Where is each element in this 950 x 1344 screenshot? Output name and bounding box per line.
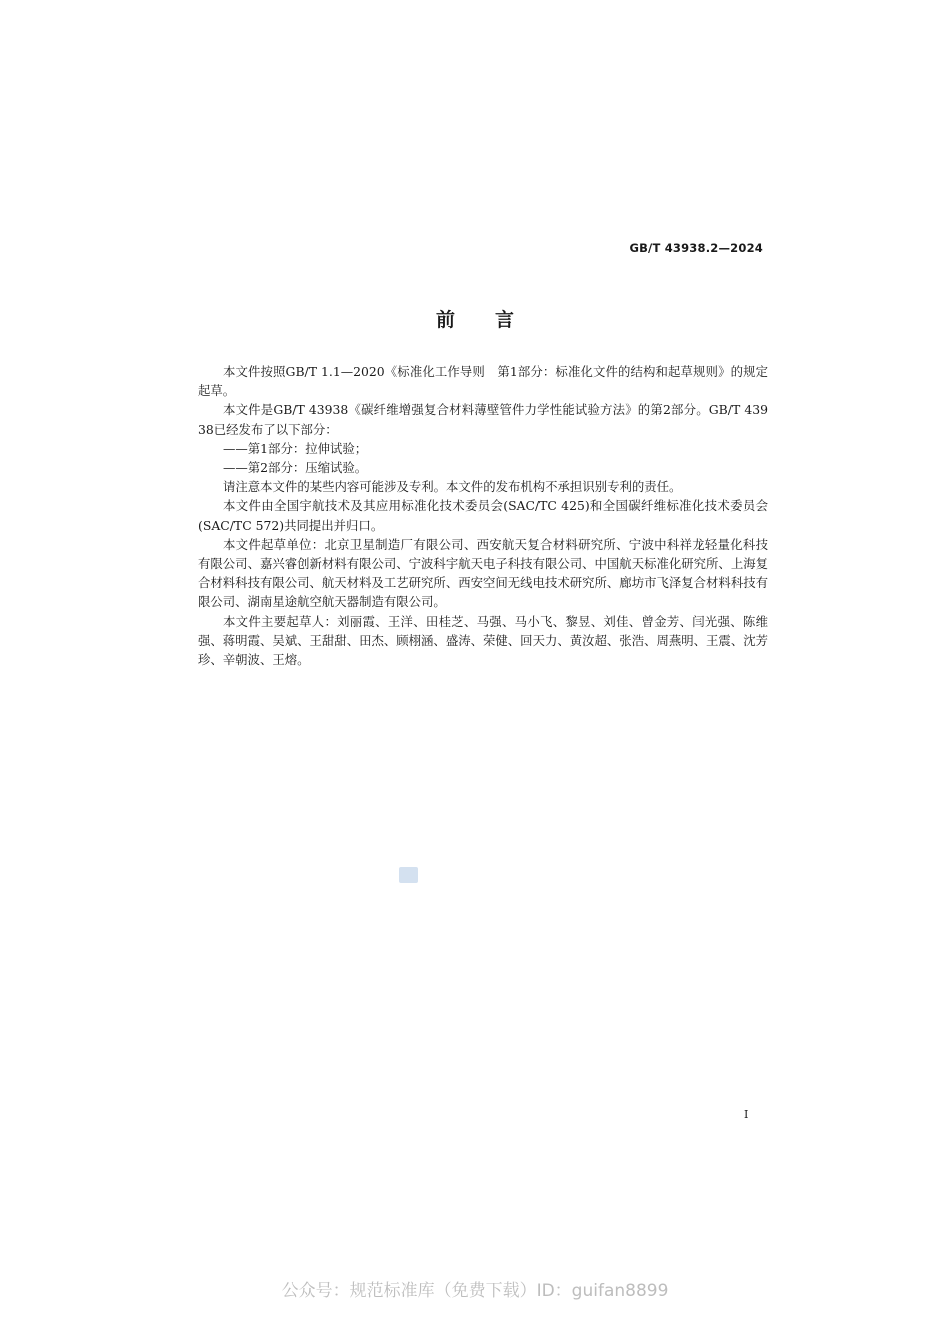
list-item-part-1: ——第1部分：拉伸试验； bbox=[223, 440, 368, 456]
paragraph-series-description: 本文件是GB/T 43938《碳纤维增强复合材料薄壁管件力学性能试验方法》的第2部分。GB/T 43938已经发布了以下部分： bbox=[198, 402, 768, 437]
foreword-body bbox=[198, 362, 768, 669]
paragraph-patent-notice: 请注意本文件的某些内容可能涉及专利。本文件的发布机构不承担识别专利的责任。 bbox=[223, 479, 682, 495]
paragraph-drafters: 本文件主要起草人：刘丽霞、王洋、田桂芝、马强、马小飞、黎昱、刘佳、曾金芳、闫光强、陈维强、蒋明霞、吴斌、王甜甜、田杰、顾栩涵、盛涛、荣健、回天力、黄汝超、张浩、周燕明、王震、沈芳珍、辛朝波、王熔。 bbox=[198, 613, 768, 668]
standard-code: GB/T 43938.2—2024 bbox=[629, 241, 763, 255]
footer-watermark-text: 公众号：规范标准库（免费下载）ID：guifan8899 bbox=[281, 1281, 669, 1301]
paragraph-drafting-rules: 本文件按照GB/T 1.1—2020《标准化工作导则 第1部分：标准化文件的结构和起草规则》的规定起草。 bbox=[198, 364, 768, 399]
watermark-logo-icon bbox=[399, 867, 418, 883]
title-char-2: 言 bbox=[495, 309, 515, 331]
paragraph-drafting-units: 本文件起草单位：北京卫星制造厂有限公司、西安航天复合材料研究所、宁波中科祥龙轻量化科技有限公司、嘉兴睿创新材料有限公司、宁波科宇航天电子科技有限公司、中国航天标准化研究所、上海复合材料科技有限公司、航天材料及工艺研究所、西安空间无线电技术研究所、廊坊市飞泽复合材料科技有限公司、湖南星途航空航天器制造有限公司。 bbox=[198, 536, 768, 610]
title-char-1: 前 bbox=[435, 309, 455, 331]
paragraph-proposer: 本文件由全国宇航技术及其应用标准化技术委员会(SAC/TC 425)和全国碳纤维标准化技术委员会(SAC/TC 572)共同提出并归口。 bbox=[198, 498, 768, 533]
list-item-part-2: ——第2部分：压缩试验。 bbox=[223, 460, 368, 476]
page-number: I bbox=[744, 1108, 749, 1121]
section-title bbox=[0, 305, 950, 332]
